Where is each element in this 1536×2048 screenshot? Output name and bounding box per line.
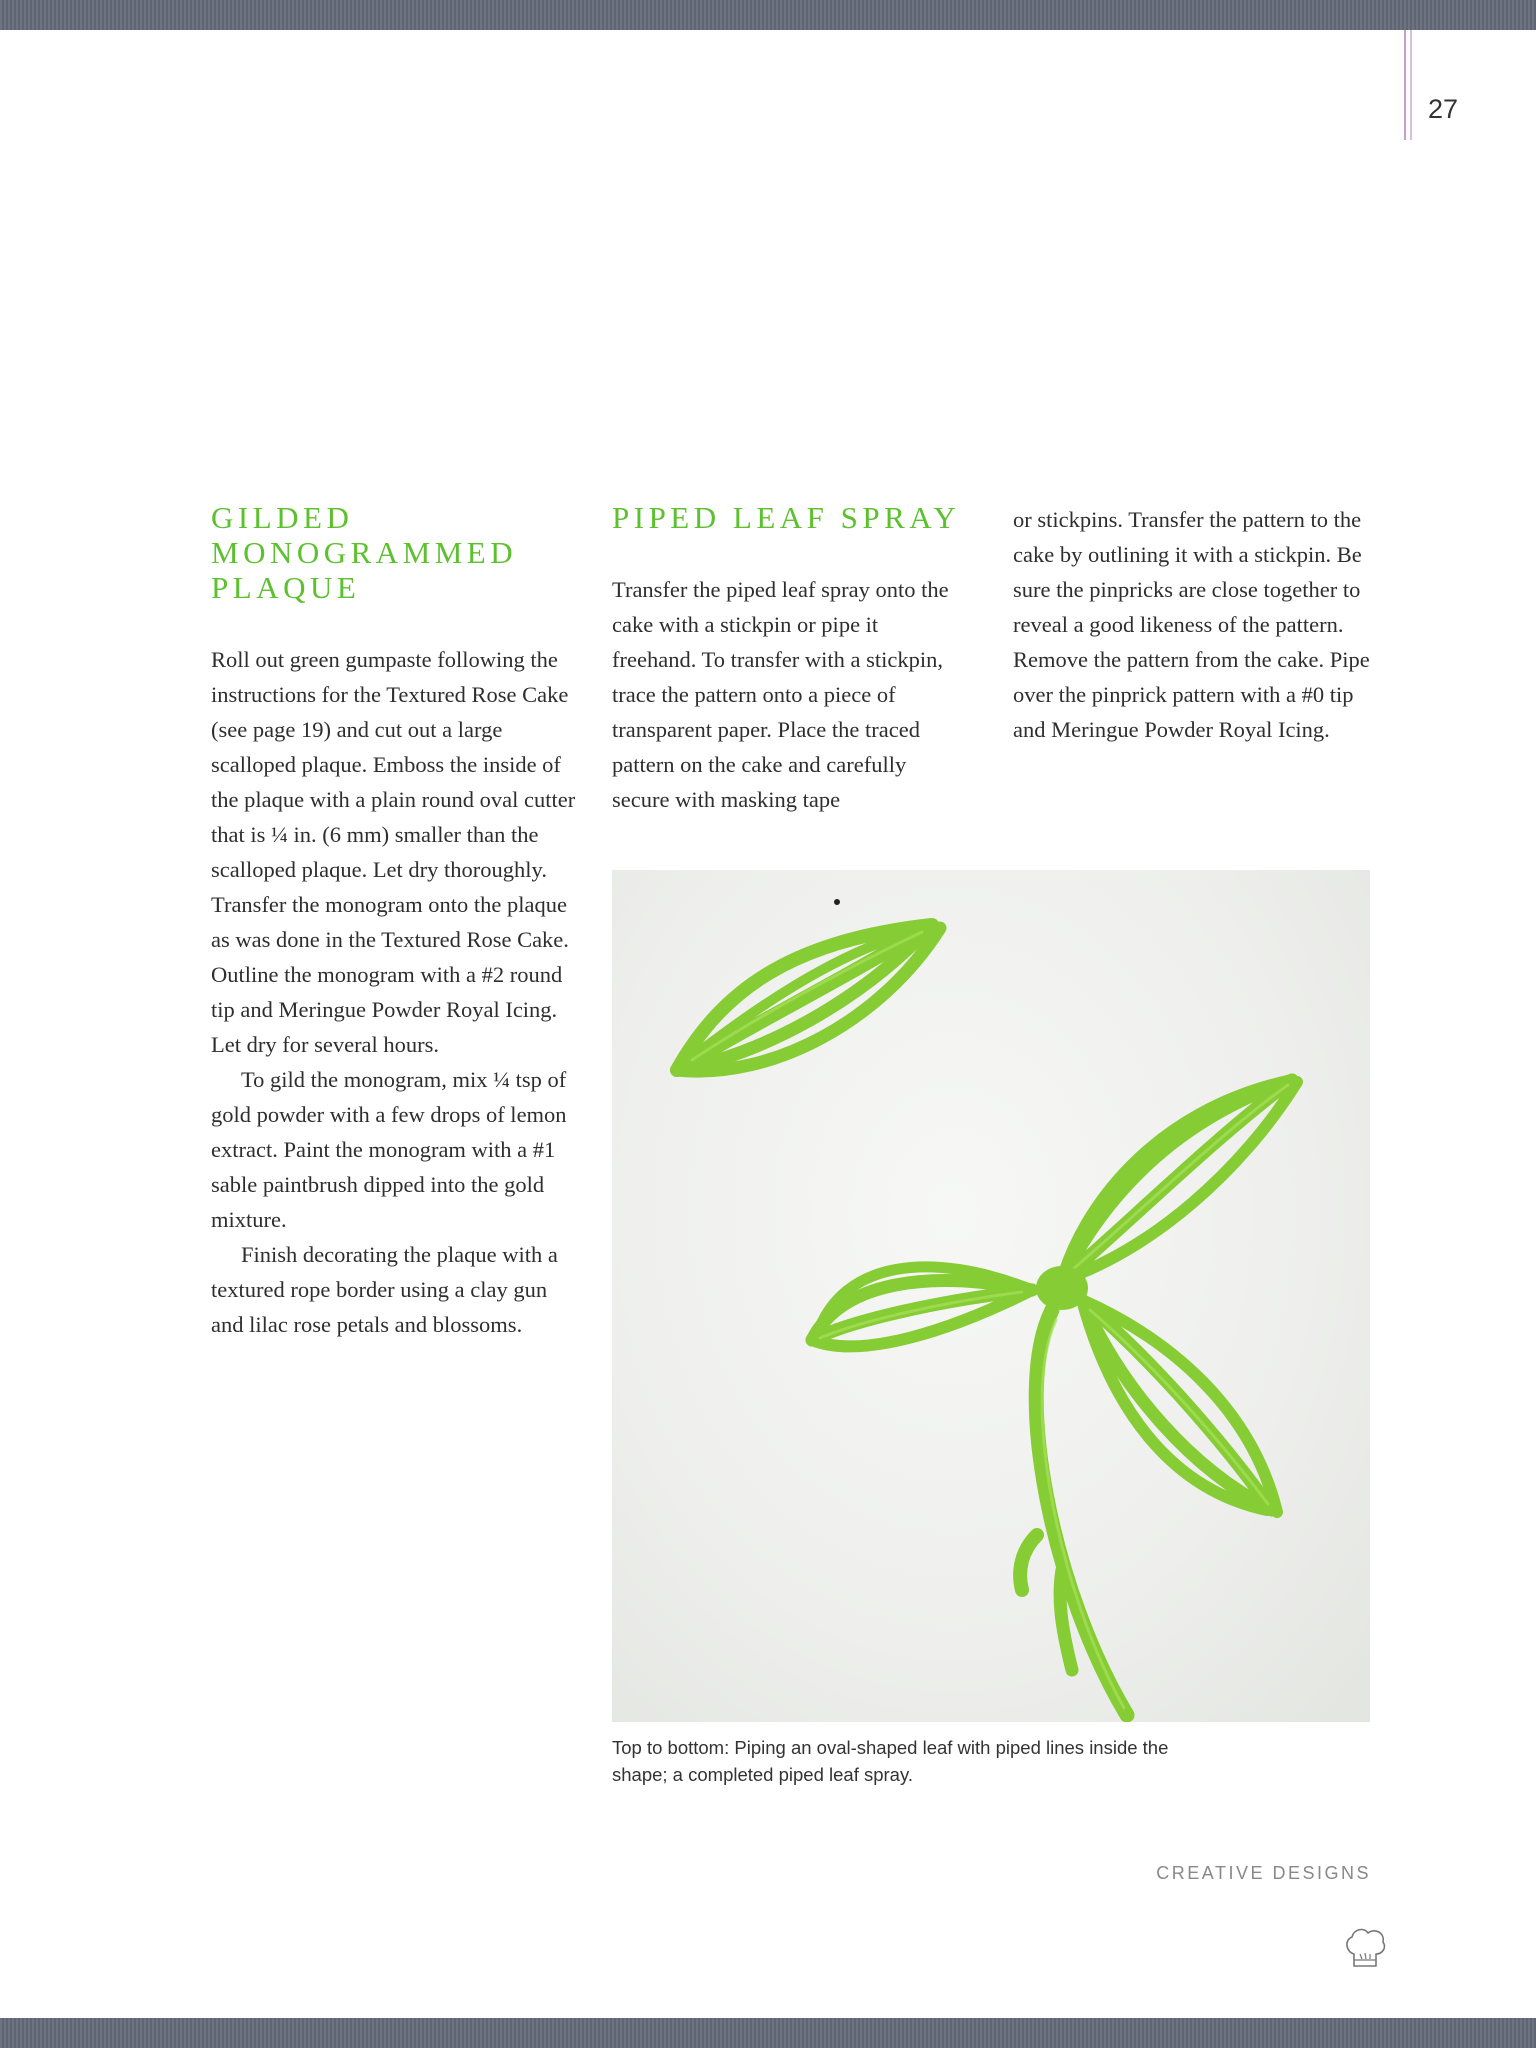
pinprick-mark <box>834 899 840 905</box>
piped-paragraph-part1: Transfer the piped leaf spray onto the cake with a stickpin or pipe it freehand. To transfer with a stickpin, trace the pattern onto a piece of transparent paper. Place the traced pattern on the cake and carefully secure with masking tape <box>612 577 949 812</box>
piped-leaf-instructions-part2 <box>1013 502 1373 747</box>
heading-gilded-monogrammed-plaque: GILDED MONOGRAMMED PLAQUE <box>211 500 518 605</box>
piped-paragraph-part2: or stickpins. Transfer the pattern to the cake by outlining it with a stickpin. Be sure the pinpricks are close together to reveal a good likeness of the pattern. Remove the pattern from the cake. Pipe over the pinprick pattern with a #0 tip and Meringue Powder Royal Icing. <box>1013 507 1370 742</box>
piped-leaf-photo <box>612 870 1370 1722</box>
photo-caption: Top to bottom: Piping an oval-shaped leaf with piped lines inside the shape; a completed piped leaf spray. <box>612 1737 1169 1785</box>
piped-leaf-instructions-part1 <box>612 572 968 817</box>
page-rule-line <box>1404 30 1406 140</box>
page-number: 27 <box>1428 94 1459 124</box>
bottom-border-bar <box>0 2018 1536 2048</box>
lower-right-leaf <box>1082 1300 1277 1512</box>
upper-right-leaf <box>1062 1080 1297 1280</box>
left-leaf <box>812 1267 1032 1346</box>
gilded-plaque-instructions <box>211 642 576 1342</box>
heading-piped-leaf-spray: PIPED LEAF SPRAY <box>612 500 961 535</box>
leaf-spray-center <box>1036 1266 1088 1310</box>
gilded-paragraph-1: Roll out green gumpaste following the instructions for the Textured Rose Cake (see page 19) and cut out a large scalloped plaque. Emboss the inside of the plaque with a plain round oval cutter that is ¼ in. (6 mm) smaller than the scalloped plaque. Let dry thoroughly. Transfer the monogram onto the plaque as was done in the Textured Rose Cake. Outline the monogram with a #2 round tip and Meringue Powder Royal Icing. Let dry for several hours. <box>211 647 576 1057</box>
section-label: CREATIVE DESIGNS <box>1156 1863 1371 1883</box>
gilded-paragraph-2: To gild the monogram, mix ¼ tsp of gold powder with a few drops of lemon extract. Paint the monogram with a #1 sable paintbrush dipped into the gold mixture. <box>211 1067 567 1232</box>
top-border-bar <box>0 0 1536 30</box>
top-leaf <box>677 925 940 1071</box>
page-rule-line-2 <box>1410 30 1412 140</box>
chef-hat-icon <box>1340 1922 1390 1972</box>
leaf-spray-illustration <box>612 870 1370 1722</box>
gilded-paragraph-3: Finish decorating the plaque with a textured rope border using a clay gun and lilac rose petals and blossoms. <box>211 1242 558 1337</box>
